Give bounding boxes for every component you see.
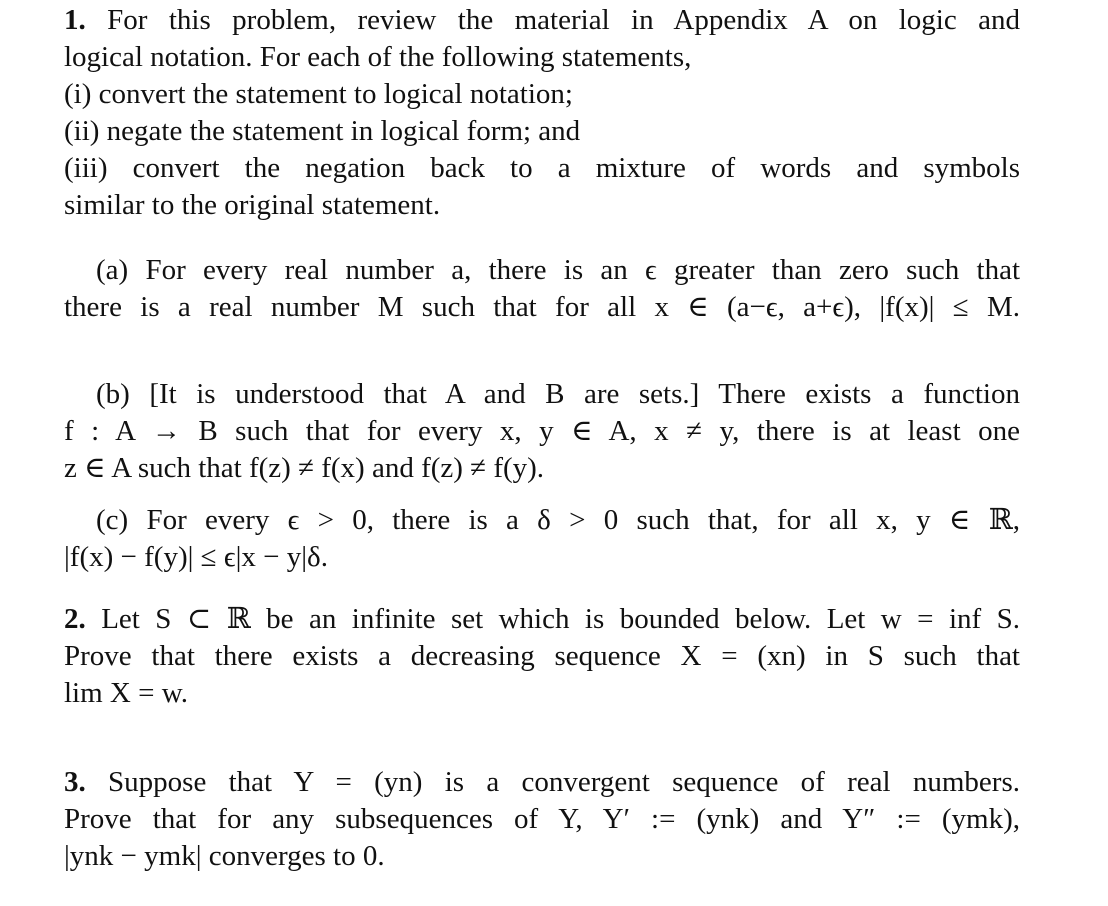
problem-2-line-2: Prove that there exists a decreasing sequence X = (xn) in S such that	[64, 640, 1020, 672]
problem-2	[64, 601, 1020, 712]
part-b-line-3: z ∈ A such that f(z) ≠ f(x) and f(z) ≠ f(y).	[64, 452, 545, 484]
problem-3-line-3: |ynk − ymk| converges to 0.	[64, 840, 385, 872]
problem-1-number: 1.	[64, 4, 86, 36]
problem-2-line-1: 2. Let S ⊂ ℝ be an infinite set which is bounded below. Let w = inf S.	[64, 603, 1021, 635]
part-a-line-2: there is a real number M such that for all x ∈ (a−ϵ, a+ϵ), |f(x)| ≤ M.	[64, 291, 1020, 323]
problem-1-line-2: logical notation. For each of the following statements,	[64, 41, 692, 73]
problem-3-line-1: 3. Suppose that Y = (yn) is a convergent sequence of real numbers.	[64, 766, 1021, 798]
part-a-line-1: (a) For every real number a, there is an ϵ greater than zero such that	[96, 254, 1021, 286]
problem-1-line-6: similar to the original statement.	[64, 189, 441, 221]
problem-1-line-3: (i) convert the statement to logical notation;	[64, 78, 573, 110]
problem-1-line-4: (ii) negate the statement in logical form; and	[64, 115, 581, 147]
problem-1-part-b	[64, 376, 1020, 487]
problem-3-line-2: Prove that for any subsequences of Y, Y′ := (ynk) and Y″ := (ymk),	[64, 803, 1020, 835]
problem-1-line-5: (iii) convert the negation back to a mixture of words and symbols	[64, 152, 1020, 184]
problem-1-part-c	[64, 502, 1020, 576]
problem-1-part-a	[64, 252, 1020, 326]
part-b-line-2: f : A → B such that for every x, y ∈ A, x ≠ y, there is at least one	[64, 415, 1020, 447]
problem-3-number: 3.	[64, 766, 86, 798]
problem-1-line-1: 1. For this problem, review the material in Appendix A on logic and	[64, 4, 1021, 36]
part-b-line-1: (b) [It is understood that A and B are sets.] There exists a function	[96, 378, 1020, 410]
part-c-line-2: |f(x) − f(y)| ≤ ϵ|x − y|δ.	[64, 541, 328, 573]
problem-2-number: 2.	[64, 603, 86, 635]
problem-3	[64, 764, 1020, 875]
part-c-line-1: (c) For every ϵ > 0, there is a δ > 0 such that, for all x, y ∈ ℝ,	[96, 504, 1020, 536]
problem-1	[64, 2, 1020, 224]
problem-2-line-3: lim X = w.	[64, 677, 189, 709]
